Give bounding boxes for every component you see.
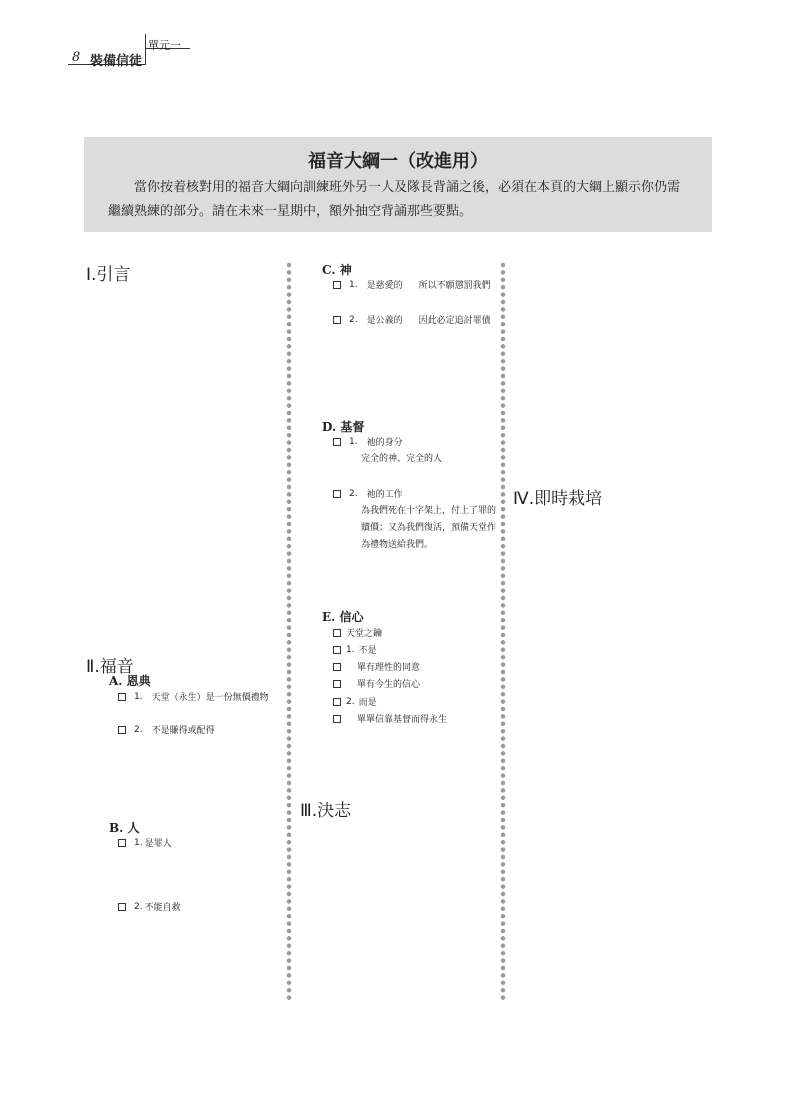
- checklist-item[interactable]: 2. 祂的工作: [333, 487, 403, 500]
- checklist-item[interactable]: 1. 是罪人: [118, 836, 172, 849]
- item-detail: 贖價；又為我們復活，預備天堂作: [361, 523, 497, 533]
- section-gospel: Ⅱ.福音: [86, 657, 134, 677]
- header-rule-vertical: [145, 34, 146, 64]
- checkbox[interactable]: [333, 629, 341, 637]
- checklist-item[interactable]: 2. 不能自救: [118, 900, 181, 913]
- item-detail: 完全的神、完全的人: [361, 454, 443, 464]
- checklist-item[interactable]: 1. 祂的身分: [333, 435, 403, 448]
- checklist-item[interactable]: 單單信靠基督而得永生: [333, 712, 447, 725]
- checkbox[interactable]: [333, 646, 341, 654]
- header-book-title: 裝備信徒: [90, 54, 143, 69]
- checklist-item[interactable]: 單有理性的同意: [333, 660, 420, 673]
- item-detail: 為我們死在十字架上，付上了罪的: [361, 506, 497, 516]
- checkbox[interactable]: [333, 438, 341, 446]
- subheading-god: C. 神: [322, 263, 352, 277]
- header-unit: 單元一: [148, 39, 181, 52]
- checkbox[interactable]: [118, 903, 126, 911]
- outline-title: 福音大綱一（改進用）: [308, 151, 488, 172]
- checkbox[interactable]: [333, 281, 341, 289]
- checkbox[interactable]: [118, 839, 126, 847]
- checklist-item[interactable]: 單有今生的信心: [333, 677, 420, 690]
- page-number: 8: [72, 50, 81, 65]
- section-decision: Ⅲ.決志: [300, 801, 352, 821]
- checkbox[interactable]: [333, 680, 341, 688]
- item-detail: 為禮物送給我們。: [361, 540, 434, 550]
- instruction-text: 當你按着核對用的福音大綱向訓練班外另一人及隊長背誦之後，必須在本頁的大綱上顯示你仍需繼續熟練的部分。請在未來一星期中，額外抽空背誦那些要點。: [108, 180, 681, 219]
- column-divider-left: [286, 262, 292, 1007]
- checklist-item[interactable]: 1. 不是: [333, 643, 377, 656]
- checkbox[interactable]: [333, 490, 341, 498]
- checklist-item[interactable]: 2. 而是: [333, 695, 377, 708]
- subheading-christ: D. 基督: [322, 420, 365, 434]
- checkbox[interactable]: [118, 726, 126, 734]
- column-divider-right: [500, 262, 506, 1007]
- instruction-box: [84, 137, 712, 232]
- checkbox[interactable]: [333, 663, 341, 671]
- subheading-man: B. 人: [109, 821, 140, 835]
- subheading-grace: A. 恩典: [109, 674, 151, 688]
- checkbox[interactable]: [333, 715, 341, 723]
- checklist-item[interactable]: 天堂之鑰: [333, 626, 382, 639]
- checkbox[interactable]: [333, 316, 341, 324]
- checklist-item[interactable]: 2. 是公義的 因此必定追討罪債: [333, 313, 491, 326]
- checklist-item[interactable]: 2. 不是賺得或配得: [118, 723, 215, 736]
- subheading-faith: E. 信心: [322, 610, 364, 624]
- checklist-item[interactable]: 1. 天堂（永生）是一份無價禮物: [118, 690, 269, 703]
- checkbox[interactable]: [118, 693, 126, 701]
- checklist-item[interactable]: 1. 是慈愛的 所以不願懲罰我們: [333, 278, 491, 291]
- checkbox[interactable]: [333, 698, 341, 706]
- section-immediate-followup: Ⅳ.即時栽培: [513, 489, 603, 509]
- section-introduction: Ⅰ.引言: [86, 265, 131, 285]
